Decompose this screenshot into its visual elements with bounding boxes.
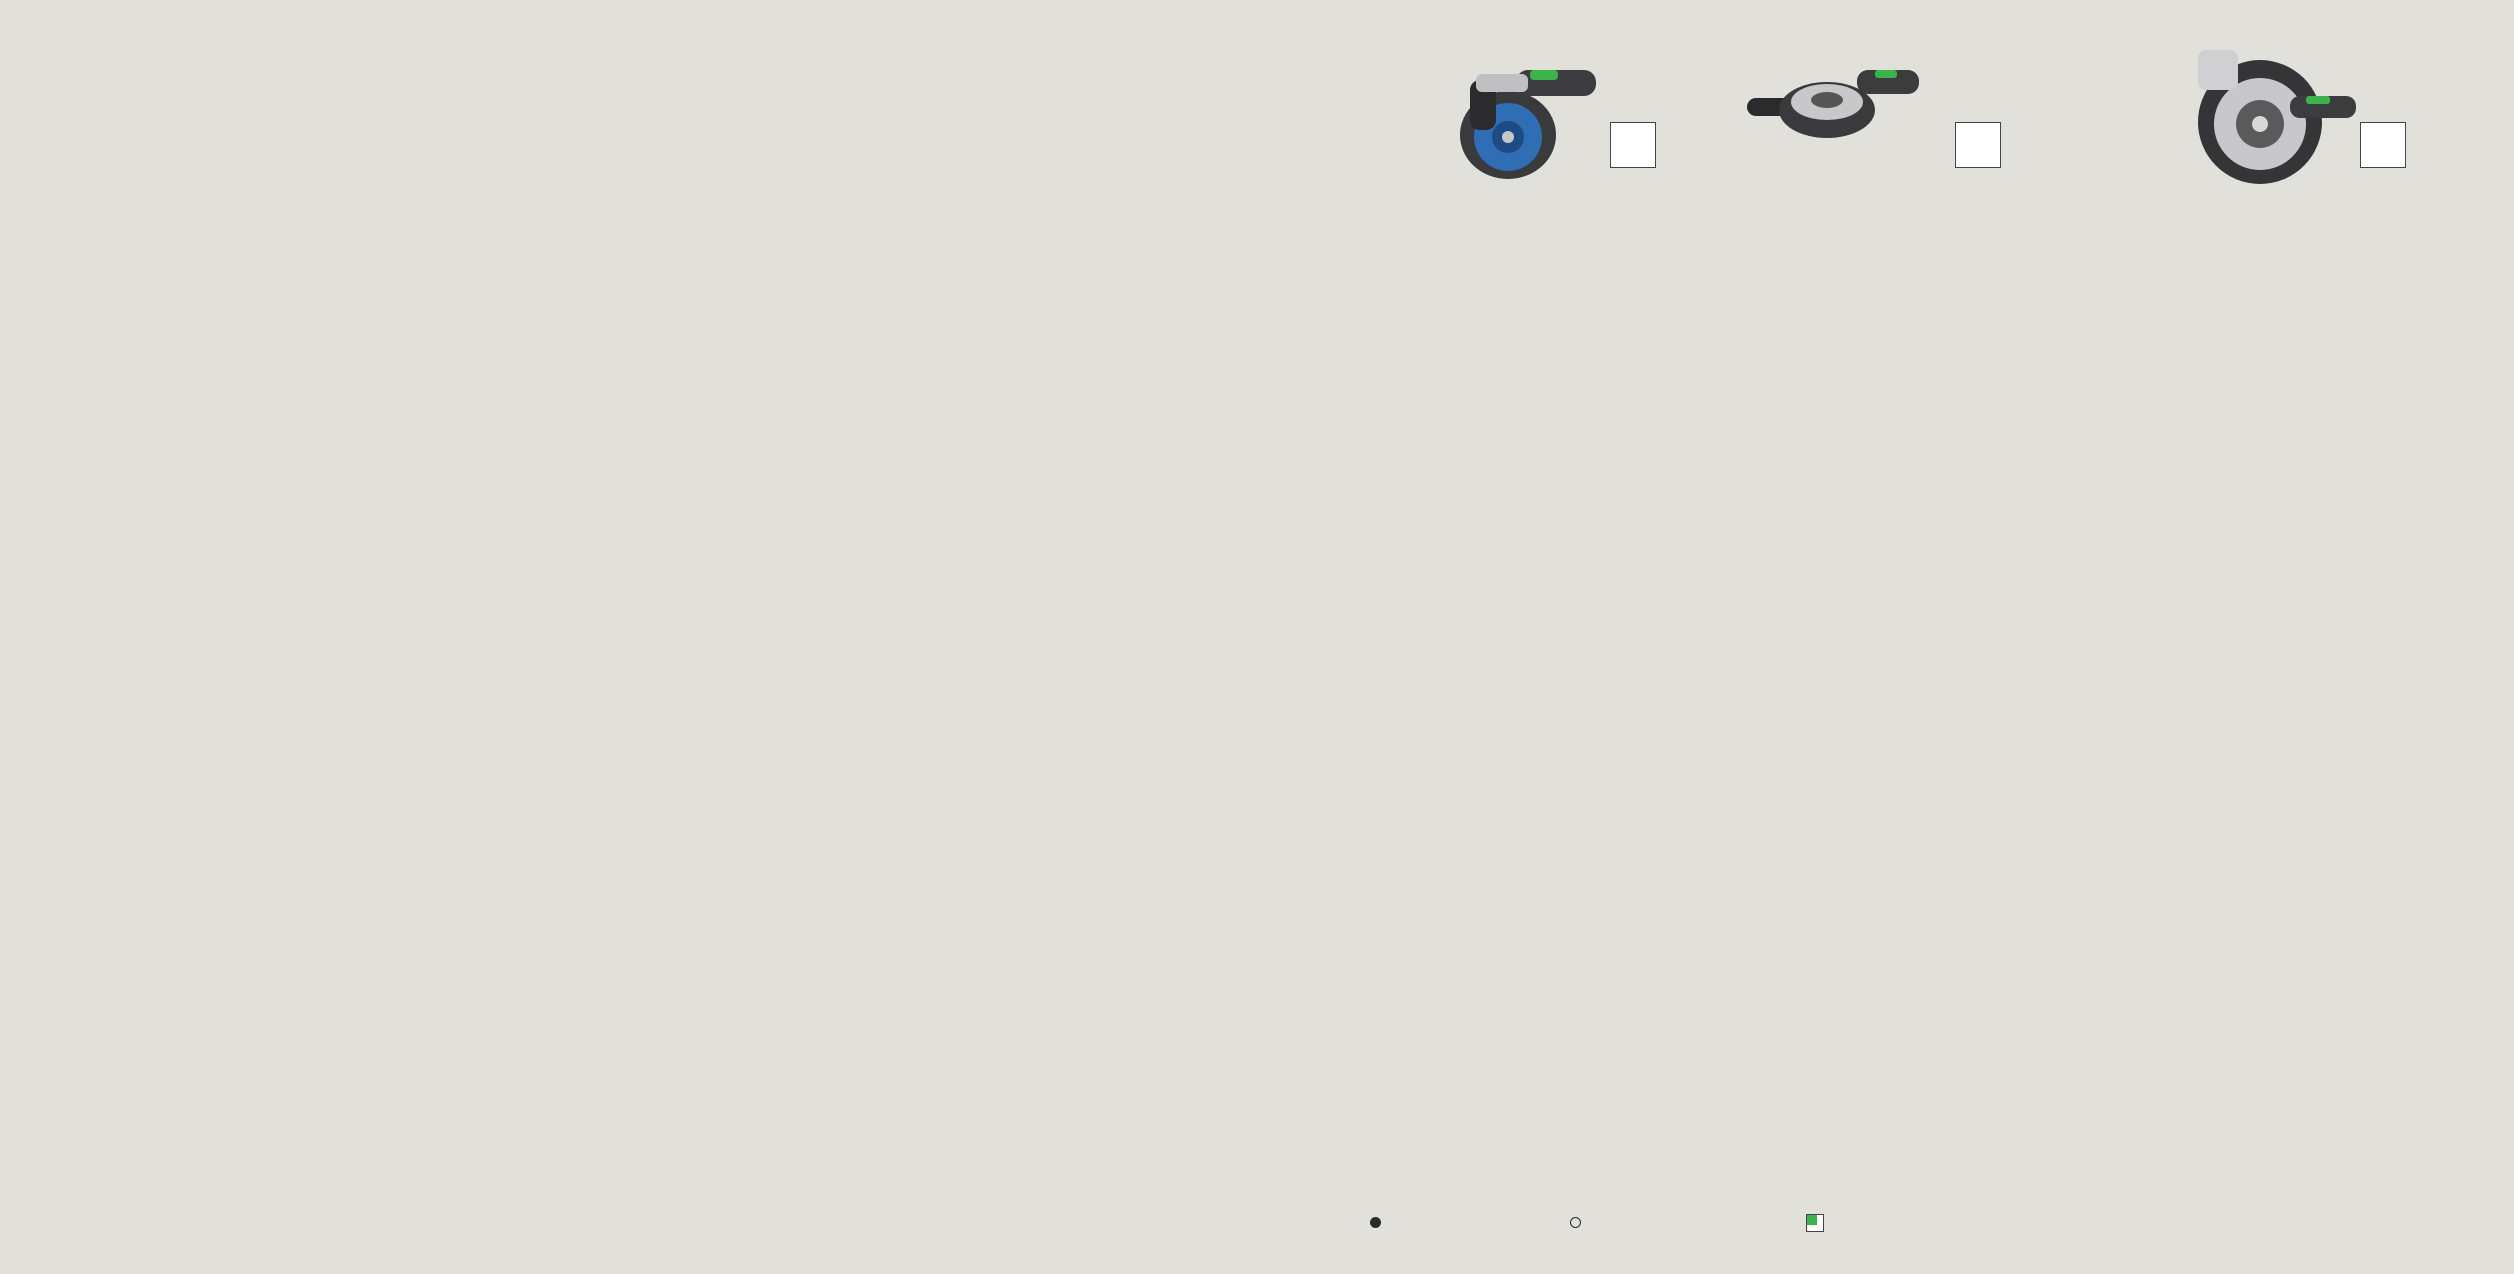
full-dot-icon [1370,1217,1381,1228]
legend-size-box [1806,1212,1832,1234]
half-dot-icon [1570,1217,1581,1228]
size-indicator-rg150 [2360,122,2406,168]
diamond-grinder-image [1430,40,1610,190]
size-box-icon [1806,1214,1824,1232]
renovation-cutter-large-image [2180,40,2360,190]
application-table [89,409,2425,1192]
legend-half [1570,1212,1587,1234]
legend-full [1370,1212,1387,1234]
renovation-cutter-small-image [1745,40,1925,190]
size-indicator-rg130 [1610,122,1656,168]
size-indicator-rg80 [1955,122,2001,168]
